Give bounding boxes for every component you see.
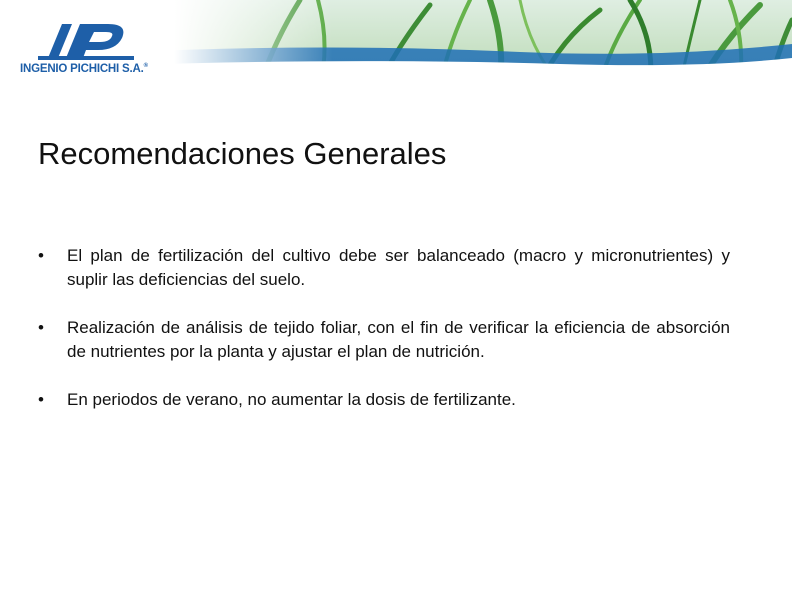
logo-company-name: INGENIO PICHICHI S.A.® (20, 63, 148, 75)
bullet-item (38, 316, 730, 364)
slide-title: Recomendaciones Generales (38, 136, 447, 171)
slide-header (0, 0, 792, 84)
bullet-dot-icon: • (38, 390, 44, 409)
bullet-item (38, 244, 730, 292)
bullet-text: El plan de fertilización del cultivo debe ser balanceado (macro y micronutrientes) y suplir las deficiencias del suelo. (67, 246, 730, 289)
company-logo (14, 14, 164, 84)
ip-logo-icon (36, 18, 136, 62)
bullet-text: En periodos de verano, no aumentar la dosis de fertilizante. (67, 390, 516, 409)
bullet-dot-icon: • (38, 246, 44, 265)
bullet-list (38, 244, 730, 436)
bullet-text: Realización de análisis de tejido foliar, con el fin de verificar la eficiencia de absorción de nutrientes por la planta y ajustar el plan de nutrición. (67, 318, 730, 361)
bullet-dot-icon: • (38, 318, 44, 337)
bullet-item (38, 388, 730, 412)
